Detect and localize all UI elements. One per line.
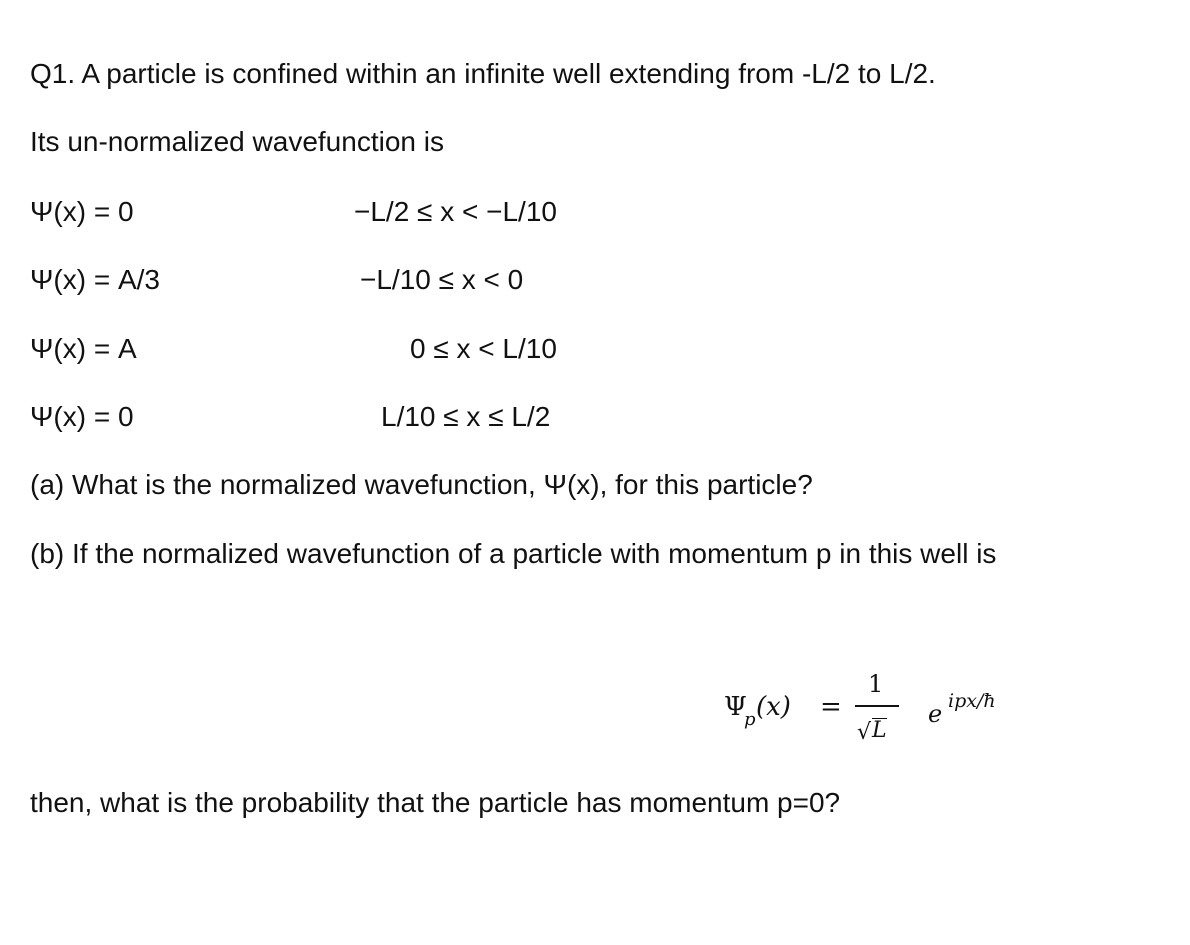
piece-2-expr: Ψ(x) = A/3 xyxy=(30,264,160,295)
piece-3-expr: Ψ(x) = A xyxy=(30,333,137,364)
formula-exp-base: e xyxy=(928,700,943,728)
piece-1-range: −L/2 ≤ x < −L/10 xyxy=(354,196,557,227)
formula-psi: Ψ xyxy=(724,692,747,722)
piece-2-range: −L/10 ≤ x < 0 xyxy=(360,264,524,295)
formula-exponent: ipx/ħ xyxy=(948,690,996,712)
question-title: Q1. A particle is confined within an infinite well extending from -L/2 to L/2. xyxy=(30,58,936,89)
part-a-text: (a) What is the normalized wavefunction, Ψ(x), for this particle? xyxy=(30,469,813,500)
conclusion-text: then, what is the probability that the particle has momentum p=0? xyxy=(30,787,841,818)
formula-equals: = xyxy=(820,692,842,722)
piece-4-range: L/10 ≤ x ≤ L/2 xyxy=(381,401,551,432)
formula-numerator: 1 xyxy=(868,670,884,698)
part-b-text: (b) If the normalized wavefunction of a particle with momentum p in this well is xyxy=(30,538,997,569)
intro-text: Its un-normalized wavefunction is xyxy=(30,126,444,157)
formula-sqrt: √ xyxy=(857,720,872,745)
formula-arg: (x) xyxy=(756,692,791,722)
formula-sqrt-arg: L xyxy=(872,718,887,743)
formula-subscript: p xyxy=(744,709,756,730)
piece-4-expr: Ψ(x) = 0 xyxy=(30,401,134,432)
piece-3-range: 0 ≤ x < L/10 xyxy=(410,333,557,364)
piece-1-expr: Ψ(x) = 0 xyxy=(30,196,134,227)
fraction-bar xyxy=(855,705,899,707)
